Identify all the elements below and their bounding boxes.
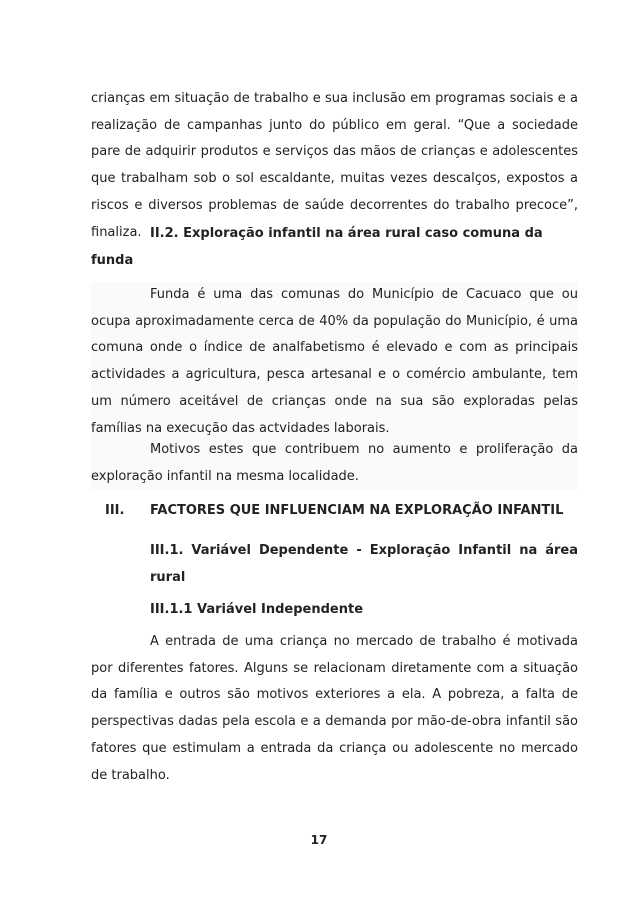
chapter-heading bbox=[105, 498, 585, 525]
body-paragraph: Funda é uma das comunas do Município de Cacuaco que ou ocupa aproximadamente cerca de 40% da população do Município, é uma comuna onde o índice de analfabetismo é elevado e com as principais actividades a agricultura, pesca artesanal e o comércio ambulante, tem um número aceitável de crianças onde na sua são exploradas pelas famílias na execução das actvidades laborais. bbox=[91, 282, 578, 442]
subsection-heading: III.1.1 Variável Independente bbox=[150, 602, 364, 617]
chapter-number: III. bbox=[105, 503, 125, 518]
body-paragraph: Motivos estes que contribuem no aumento e proliferação da exploração infantil na mesma localidade. bbox=[91, 437, 578, 490]
body-paragraph: crianças em situação de trabalho e sua inclusão em programas sociais e a realização de campanhas junto do público em geral. “Que a sociedade pare de adquirir produtos e serviços das mãos de crianças e adolescentes que trabalham sob o sol escaldante, muitas vezes descalços, expostos a riscos e diversos problemas de saúde decorrentes do trabalho precoce”, finaliza. bbox=[91, 91, 578, 240]
subsection-heading: III.1. Variável Dependente - Exploração Infantil na área rural bbox=[150, 543, 578, 585]
page-number: 17 bbox=[310, 833, 328, 847]
section-heading: II.2. Exploração infantil na área rural caso comuna da funda bbox=[91, 226, 543, 268]
chapter-title: FACTORES QUE INFLUENCIAM NA EXPLORAÇÃO INFANTIL bbox=[150, 503, 564, 518]
body-paragraph: A entrada de uma criança no mercado de trabalho é motivada por diferentes fatores. Alguns se relacionam diretamente com a situação da família e outros são motivos exteriores a ela. A pobreza, a falta de perspectivas dadas pela escola e a demanda por mão-de-obra infantil são fatores que estimulam a entrada da criança ou adolescente no mercado de trabalho. bbox=[91, 634, 578, 783]
